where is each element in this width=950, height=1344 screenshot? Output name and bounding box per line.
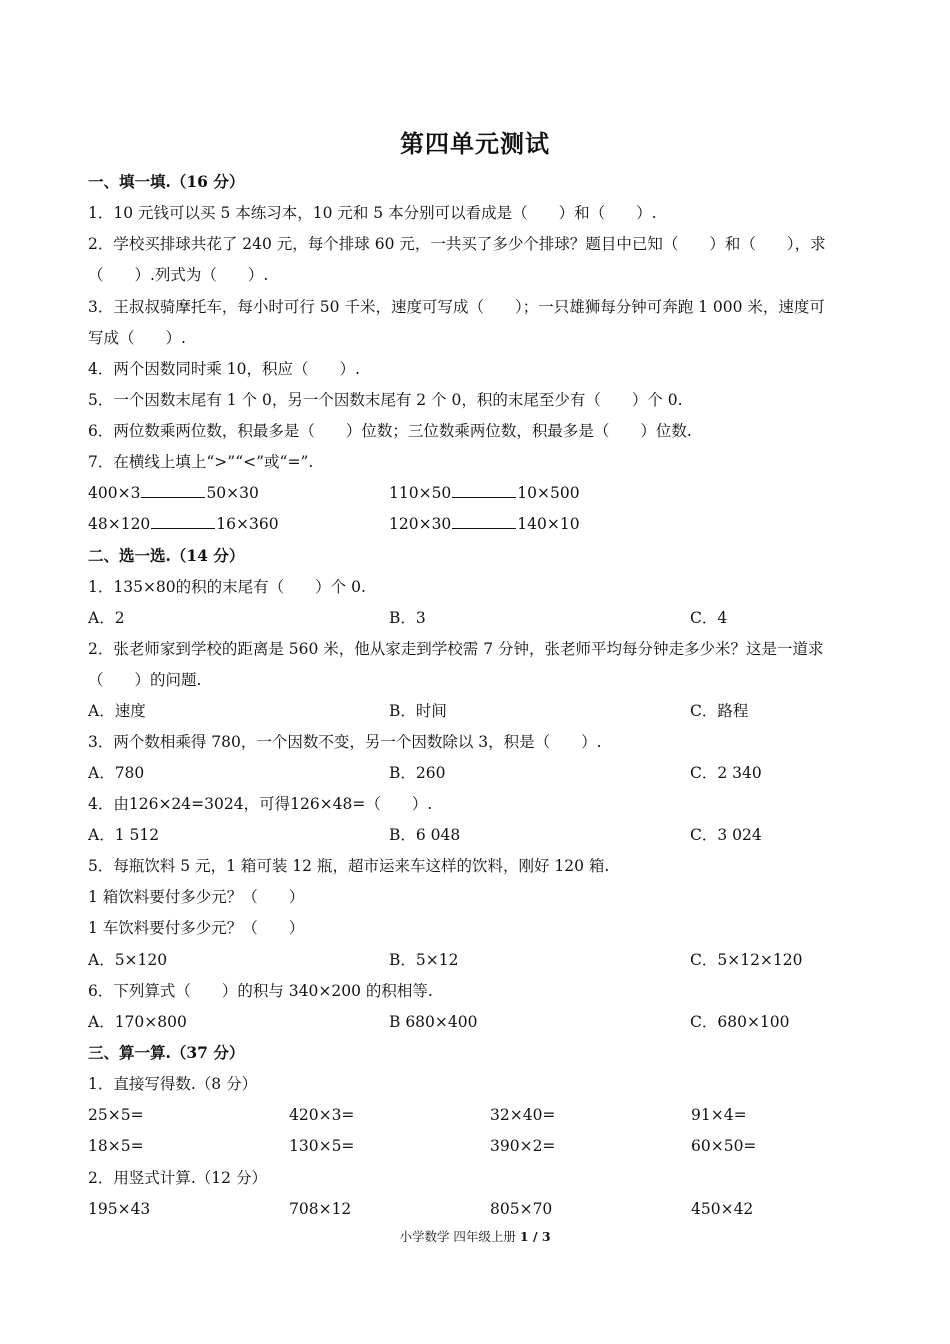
option-c[interactable]: C．3 024	[690, 826, 762, 844]
s2-question-1: 1．135×80的积的末尾有（ ）个 0.	[88, 578, 366, 596]
s2-question-2-line2: （ ）的问题.	[88, 671, 202, 689]
calc-item: 25×5=	[88, 1106, 144, 1124]
calc-item: 32×40=	[490, 1106, 556, 1124]
option-a[interactable]: A．5×120	[88, 951, 168, 969]
section-3-heading: 三、算一算.（37 分）	[88, 1043, 245, 1062]
page-number: 1 / 3	[519, 1229, 551, 1244]
option-a[interactable]: A．2	[88, 609, 125, 627]
calc-item: 60×50=	[691, 1137, 757, 1155]
option-c[interactable]: C．5×12×120	[690, 951, 803, 969]
option-b[interactable]: B．6 048	[389, 826, 461, 844]
option-c[interactable]: C．4	[690, 609, 728, 627]
compare-right: 10×500	[517, 484, 580, 502]
s1-question-2-line2: （ ）.列式为（ ）.	[88, 266, 269, 284]
option-b[interactable]: B．3	[389, 609, 426, 627]
option-c[interactable]: C．路程	[690, 702, 749, 720]
s2-question-4: 4．由126×24=3024，可得126×48=（ ）.	[88, 795, 433, 813]
page-title: 第四单元测试	[400, 129, 550, 158]
calc-item: 130×5=	[289, 1137, 355, 1155]
compare-item	[88, 514, 279, 534]
s2-question-6: 6．下列算式（ ）的积与 340×200 的积相等.	[88, 982, 433, 1000]
s2-question-5-sub2: 1 车饮料要付多少元？（ ）	[88, 919, 305, 937]
calc-item: 450×42	[691, 1200, 754, 1218]
s1-question-7: 7．在横线上填上“>”“<”或“=”.	[88, 453, 314, 471]
compare-right: 50×30	[206, 484, 259, 502]
calc-item: 420×3=	[289, 1106, 355, 1124]
option-a[interactable]: A．1 512	[88, 826, 160, 844]
s1-question-1: 1．10 元钱可以买 5 本练习本，10 元和 5 本分别可以看成是（ ）和（ ）.	[88, 204, 657, 222]
option-b[interactable]: B．时间	[389, 702, 447, 720]
s1-question-5: 5．一个因数末尾有 1 个 0，另一个因数末尾有 2 个 0，积的末尾至少有（ ）个 0.	[88, 391, 683, 409]
compare-right: 140×10	[517, 515, 580, 533]
s3-question-2: 2．用竖式计算.（12 分）	[88, 1169, 267, 1187]
s2-question-5: 5．每瓶饮料 5 元，1 箱可装 12 瓶，超市运来车这样的饮料，刚好 120 箱.	[88, 857, 610, 875]
s1-question-6: 6．两位数乘两位数，积最多是（ ）位数；三位数乘两位数，积最多是（ ）位数.	[88, 422, 692, 440]
footer-text: 小学数学 四年级上册	[399, 1229, 520, 1244]
option-a[interactable]: A．170×800	[88, 1013, 187, 1031]
s1-question-2-line1: 2．学校买排球共花了 240 元，每个排球 60 元，一共买了多少个排球？题目中已知（ ）和（ ），求	[88, 235, 826, 253]
page-footer	[0, 1227, 950, 1245]
s2-question-3: 3．两个数相乘得 780，一个因数不变，另一个因数除以 3，积是（ ）.	[88, 733, 602, 751]
calc-item: 708×12	[289, 1200, 352, 1218]
s2-question-2-line1: 2．张老师家到学校的距离是 560 米，他从家走到学校需 7 分钟，张老师平均每分钟走多少米？这是一道求	[88, 640, 824, 658]
option-b[interactable]: B 680×400	[389, 1013, 478, 1031]
option-c[interactable]: C．680×100	[690, 1013, 790, 1031]
s1-question-3-line2: 写成（ ）.	[88, 329, 186, 347]
compare-left: 400×3	[88, 484, 141, 502]
s3-question-1: 1．直接写得数.（8 分）	[88, 1075, 258, 1093]
compare-left: 110×50	[389, 484, 452, 502]
option-a[interactable]: A．780	[88, 764, 145, 782]
answer-blank[interactable]	[141, 483, 205, 498]
option-b[interactable]: B．260	[389, 764, 446, 782]
compare-item	[389, 483, 580, 503]
section-2-heading: 二、选一选.（14 分）	[88, 546, 245, 565]
s2-question-5-sub1: 1 箱饮料要付多少元？（ ）	[88, 888, 305, 906]
option-c[interactable]: C．2 340	[690, 764, 762, 782]
compare-item	[389, 514, 580, 534]
option-b[interactable]: B．5×12	[389, 951, 459, 969]
compare-right: 16×360	[216, 515, 279, 533]
option-a[interactable]: A．速度	[88, 702, 146, 720]
answer-blank[interactable]	[151, 514, 215, 529]
calc-item: 195×43	[88, 1200, 151, 1218]
s1-question-4: 4．两个因数同时乘 10，积应（ ）.	[88, 360, 360, 378]
compare-left: 120×30	[389, 515, 452, 533]
answer-blank[interactable]	[452, 514, 516, 529]
compare-item	[88, 483, 259, 503]
compare-left: 48×120	[88, 515, 151, 533]
section-1-heading: 一、填一填.（16 分）	[88, 172, 245, 191]
answer-blank[interactable]	[452, 483, 516, 498]
s1-question-3-line1: 3．王叔叔骑摩托车，每小时可行 50 千米，速度可写成（ ）；一只雄狮每分钟可奔跑 1 000 米，速度可	[88, 298, 825, 316]
calc-item: 91×4=	[691, 1106, 747, 1124]
calc-item: 390×2=	[490, 1137, 556, 1155]
calc-item: 18×5=	[88, 1137, 144, 1155]
calc-item: 805×70	[490, 1200, 553, 1218]
